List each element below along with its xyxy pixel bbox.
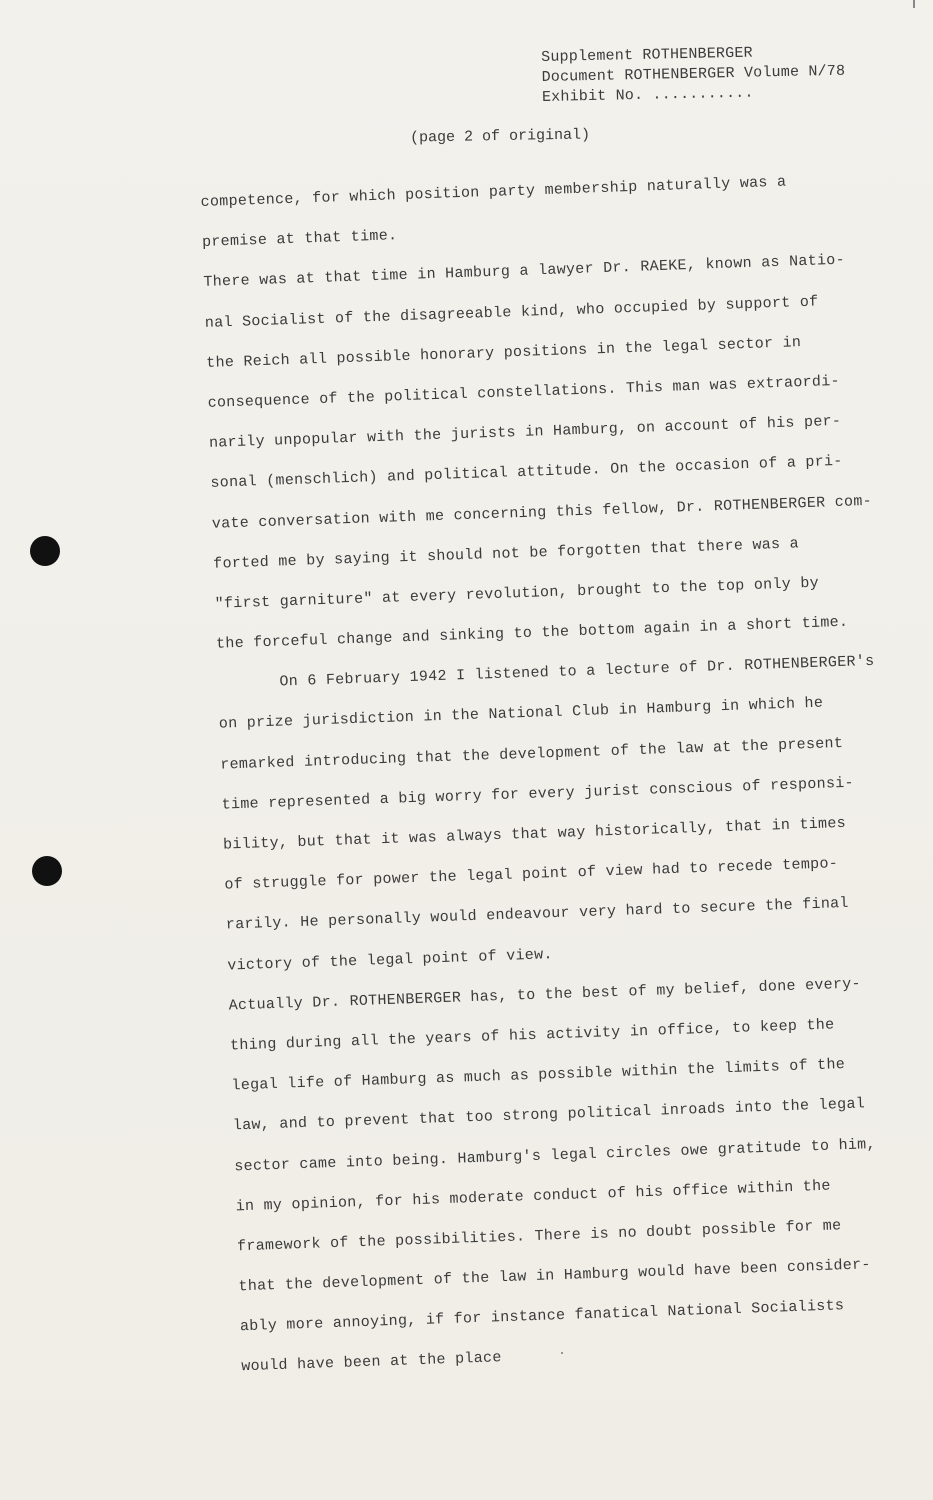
- body-line: sector came into being. Hamburg's legal circles owe gratitude to him,: [234, 1135, 877, 1175]
- body-line: rarily. He personally would endeavour very hard to secure the final: [225, 895, 850, 934]
- header-document: Document ROTHENBERGER Volume N/78: [541, 62, 846, 86]
- body-line: that the development of the law in Hamburg would have been consider-: [238, 1256, 871, 1296]
- body-line: legal life of Hamburg as much as possible within the limits of the: [231, 1056, 846, 1095]
- body-line: framework of the possibilities. There is no doubt possible for me: [236, 1217, 842, 1256]
- body-line: consequence of the political constellations. This man was extraordi-: [207, 372, 841, 412]
- body-line: would have been at the place: [241, 1349, 502, 1376]
- body-line: competence, for which position party membership naturally was a: [200, 173, 787, 211]
- body-line: ably more annoying, if for instance fanatical National Socialists: [239, 1297, 845, 1336]
- paper-speck: [561, 1352, 563, 1354]
- body-line: There was at that time in Hamburg a lawyer Dr. RAEKE, known as Natio-: [203, 251, 846, 292]
- body-line: narily unpopular with the jurists in Hamburg, on account of his per-: [208, 412, 842, 452]
- document-header: [541, 42, 846, 108]
- header-supplement: Supplement ROTHENBERGER: [541, 44, 753, 66]
- body-line: on prize jurisdiction in the National Club in Hamburg in which he: [218, 695, 824, 734]
- body-line: thing during all the years of his activity in office, to keep the: [229, 1016, 835, 1055]
- body-line: sonal (menschlich) and political attitude. On the occasion of a pri-: [210, 453, 843, 493]
- body-line: vate conversation with me concerning this fellow, Dr. ROTHENBERGER com-: [211, 492, 873, 533]
- page-note: (page 2 of original): [409, 126, 591, 147]
- body-line: remarked introducing that the development of the law at the present: [220, 734, 844, 774]
- body-line: the Reich all possible honorary positions in the legal sector in: [205, 333, 802, 372]
- body-line: "first garniture" at every revolution, brought to the top only by: [214, 574, 820, 613]
- body-line: in my opinion, for his moderate conduct of his office within the: [235, 1177, 831, 1216]
- body-line: premise at that time.: [201, 227, 398, 252]
- punch-hole-bottom: [32, 856, 62, 886]
- body-line: time represented a big worry for every jurist conscious of responsi-: [221, 774, 855, 814]
- punch-hole-top: [30, 536, 60, 566]
- body-line: On 6 February 1942 I listened to a lecture of Dr. ROTHENBERGER's: [279, 653, 875, 691]
- header-exhibit: Exhibit No. ...........: [541, 84, 754, 106]
- body-line: forted me by saying it should not be forgotten that there was a: [213, 535, 800, 573]
- body-line: of struggle for power the legal point of view had to recede tempo-: [224, 855, 839, 894]
- body-line: victory of the legal point of view.: [227, 945, 553, 975]
- body-line: the forceful change and sinking to the bottom again in a short time.: [215, 613, 849, 653]
- document-body: [200, 159, 932, 1388]
- body-line: Actually Dr. ROTHENBERGER has, to the best of my belief, done every-: [228, 975, 862, 1015]
- body-line: law, and to prevent that too strong political inroads into the legal: [232, 1095, 866, 1135]
- body-line: nal Socialist of the disagreeable kind, who occupied by support of: [204, 293, 819, 332]
- body-line: bility, but that it was always that way historically, that in times: [222, 814, 847, 854]
- corner-mark: [913, 0, 915, 8]
